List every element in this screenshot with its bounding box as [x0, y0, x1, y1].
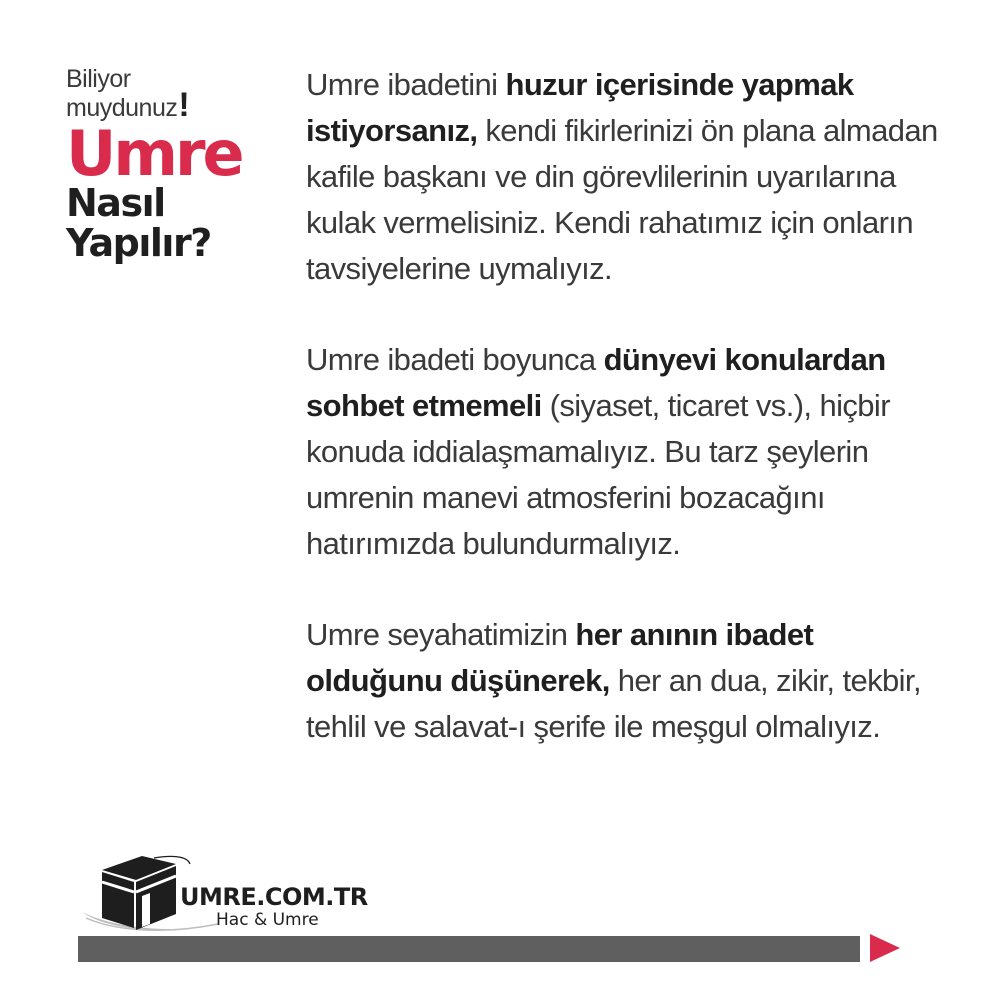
exclamation-mark: !	[178, 86, 190, 124]
bold-segment: huzur içerisinde yapmak istiyorsanız,	[306, 67, 854, 148]
paragraph-2	[306, 337, 956, 567]
bottom-progress-bar	[78, 936, 860, 962]
brand-tagline: Hac & Umre	[216, 910, 319, 930]
brand-text	[180, 884, 368, 930]
subtitle-line-1: Nasıl	[66, 181, 165, 225]
bold-segment: her anının ibadet olduğunu düşünerek,	[306, 617, 814, 698]
intro-text	[66, 65, 286, 124]
text-segment: her an dua, zikir, tekbir, tehlil ve salavat-ı şerife ile meşgul olmalıyız.	[306, 663, 921, 744]
brand-name: UMRE.COM.TR	[180, 883, 368, 911]
text-segment: Umre seyahatimizin	[306, 617, 576, 652]
intro-line-1: Biliyor	[66, 65, 131, 93]
bold-segment: dünyevi konulardan sohbet etmemeli	[306, 342, 886, 423]
main-title: Umre	[66, 117, 242, 190]
paragraph-1	[306, 62, 956, 292]
text-segment: kendi fikirlerinizi ön plana almadan kafile başkanı ve din görevlilerinin uyarılarına kulak vermelisiniz. Kendi rahatımız için onların tavsiyelerine uymalıyız.	[306, 113, 938, 286]
play-arrow-icon[interactable]	[866, 930, 902, 966]
content-body	[306, 62, 956, 795]
intro-line-2: muydunuz	[66, 94, 178, 122]
text-segment: Umre ibadeti boyunca	[306, 342, 604, 377]
text-segment: (siyaset, ticaret vs.), hiçbir konuda iddialaşmamalıyız. Bu tarz şeylerin umrenin manevi atmosferini bozacağını hatırımızda bulundurmalıyız.	[306, 388, 890, 561]
subtitle-line-2: Yapılır?	[66, 221, 211, 265]
header-title-block	[66, 66, 286, 263]
text-segment: Umre ibadetini	[306, 67, 506, 102]
paragraph-3	[306, 612, 956, 750]
